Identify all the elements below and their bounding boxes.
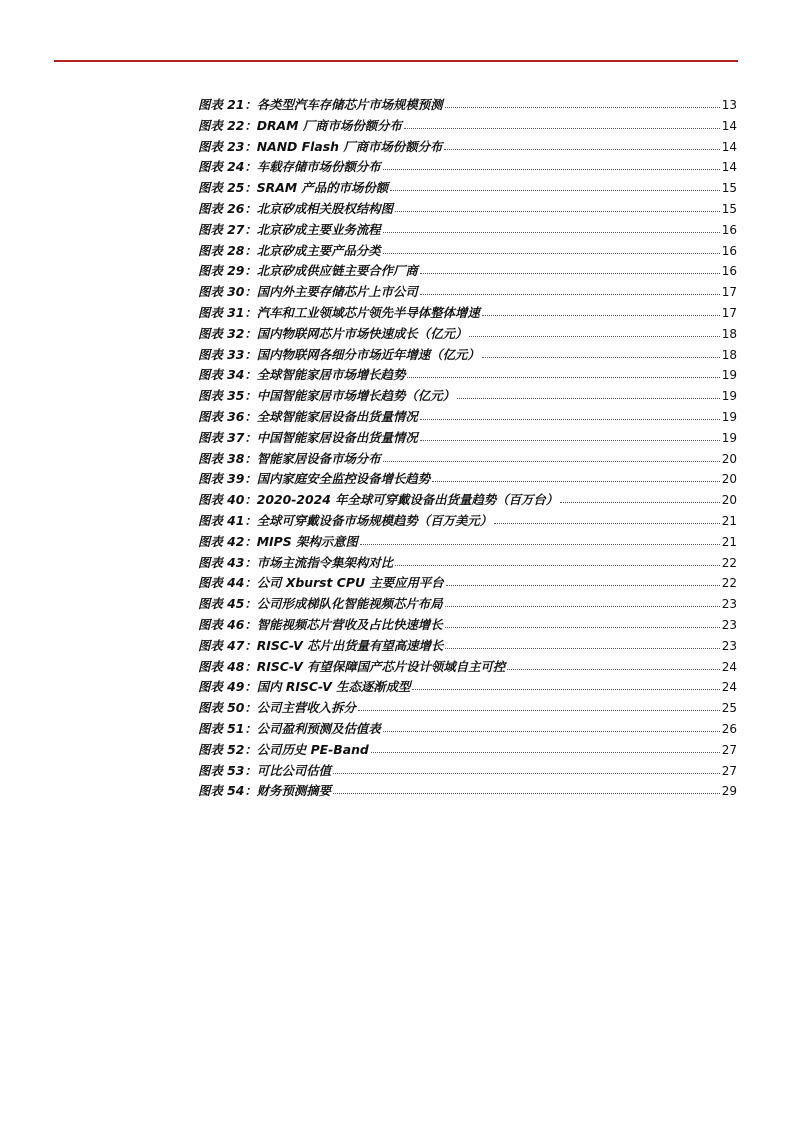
toc-entry[interactable]	[198, 407, 737, 428]
toc-entry-page: 22	[721, 555, 737, 570]
toc-entry-label: 图表 50：公司主营收入拆分	[198, 700, 356, 716]
toc-entry[interactable]	[198, 137, 737, 158]
toc-entry-label: 图表 48：RISC-V 有望保障国产芯片设计领域自主可控	[198, 658, 506, 674]
toc-entry[interactable]	[198, 428, 737, 449]
dot-leader	[395, 555, 720, 566]
toc-entry-page: 19	[721, 430, 737, 445]
toc-entry[interactable]	[198, 199, 737, 220]
toc-entry[interactable]	[198, 220, 737, 241]
toc-entry[interactable]	[198, 469, 737, 490]
toc-entry-page: 20	[721, 472, 737, 487]
toc-entry-label: 图表 46：智能视频芯片营收及占比快速增长	[198, 616, 443, 632]
toc-entry-page: 18	[721, 326, 737, 341]
toc-entry-page: 24	[721, 659, 737, 674]
toc-entry[interactable]	[198, 345, 737, 366]
dot-leader	[469, 326, 719, 337]
toc-entry-label: 图表 45：公司形成梯队化智能视频芯片布局	[198, 596, 443, 612]
toc-entry-page: 17	[721, 285, 737, 300]
toc-entry-page: 19	[721, 389, 737, 404]
dot-leader	[371, 742, 720, 753]
toc-entry-page: 25	[721, 701, 737, 716]
toc-entry-label: 图表 27：北京矽成主要业务流程	[198, 221, 381, 237]
dot-leader	[482, 305, 720, 316]
toc-entry[interactable]	[198, 116, 737, 137]
toc-entry-label: 图表 40：2020-2024 年全球可穿戴设备出货量趋势（百万台）	[198, 492, 559, 508]
dot-leader	[420, 430, 720, 441]
toc-entry[interactable]	[198, 594, 737, 615]
dot-leader	[358, 700, 720, 711]
toc-entry-label: 图表 33：国内物联网各细分市场近年增速（亿元）	[198, 346, 480, 362]
dot-leader	[333, 763, 720, 774]
dot-leader	[360, 534, 720, 545]
dot-leader	[383, 721, 720, 732]
toc-entry[interactable]	[198, 324, 737, 345]
dot-leader	[383, 243, 720, 254]
toc-entry-page: 23	[721, 638, 737, 653]
toc-entry-page: 20	[721, 493, 737, 508]
dot-leader	[560, 492, 720, 503]
toc-entry-label: 图表 43：市场主流指令集架构对比	[198, 554, 394, 570]
toc-entry-page: 14	[721, 118, 737, 133]
toc-entry[interactable]	[198, 615, 737, 636]
toc-entry-label: 图表 32：国内物联网芯片市场快速成长（亿元）	[198, 325, 468, 341]
toc-entry-label: 图表 21：各类型汽车存储芯片市场规模预测	[198, 97, 443, 112]
toc-entry-page: 23	[721, 597, 737, 612]
toc-entry-label: 图表 42：MIPS 架构示意图	[198, 533, 358, 549]
dot-leader	[333, 783, 720, 794]
toc-entry-page: 29	[721, 784, 737, 799]
toc-entry[interactable]	[198, 157, 737, 178]
toc-entry-label: 图表 22：DRAM 厂商市场份额分布	[198, 117, 402, 133]
toc-entry-label: 图表 36：全球智能家居设备出货量情况	[198, 408, 418, 424]
toc-entry-page: 23	[721, 617, 737, 632]
toc-entry-label: 图表 52：公司历史 PE-Band	[198, 741, 369, 757]
dot-leader	[404, 118, 720, 129]
dot-leader	[446, 575, 720, 586]
dot-leader	[407, 367, 719, 378]
toc-entry-page: 19	[721, 409, 737, 424]
toc-entry-page: 24	[721, 680, 737, 695]
dot-leader	[445, 97, 720, 108]
toc-entry-label: 图表 23：NAND Flash 厂商市场份额分布	[198, 138, 443, 154]
toc-entry-page: 14	[721, 160, 737, 175]
dot-leader	[494, 513, 720, 524]
toc-entry-page: 27	[721, 742, 737, 757]
toc-entry-label: 图表 28：北京矽成主要产品分类	[198, 242, 381, 258]
dot-leader	[395, 201, 720, 212]
toc-entry-label: 图表 37：中国智能家居设备出货量情况	[198, 429, 418, 445]
toc-entry[interactable]	[198, 781, 737, 802]
toc-entry[interactable]	[198, 719, 737, 740]
header-rule	[54, 60, 738, 62]
dot-leader	[445, 596, 720, 607]
toc-entry-label: 图表 30：国内外主要存储芯片上市公司	[198, 284, 418, 300]
toc-entry-page: 20	[721, 451, 737, 466]
toc-entry-page: 15	[721, 181, 737, 196]
toc-entry-page: 21	[721, 513, 737, 528]
toc-entry-page: 19	[721, 368, 737, 383]
toc-entry-label: 图表 31：汽车和工业领域芯片领先半导体整体增速	[198, 304, 480, 320]
dot-leader	[507, 659, 719, 670]
dot-leader	[432, 471, 720, 482]
toc-entry[interactable]	[198, 241, 737, 262]
toc-entry[interactable]	[198, 282, 737, 303]
dot-leader	[412, 679, 719, 690]
toc-entry-page: 21	[721, 534, 737, 549]
dot-leader	[383, 451, 720, 462]
toc-entry[interactable]	[198, 761, 737, 782]
toc-entry[interactable]	[198, 490, 737, 511]
toc-entry[interactable]	[198, 449, 737, 470]
dot-leader	[444, 139, 719, 150]
dot-leader	[482, 347, 720, 358]
dot-leader	[445, 617, 720, 628]
toc-entry-label: 图表 29：北京矽成供应链主要合作厂商	[198, 263, 418, 279]
dot-leader	[420, 409, 720, 420]
toc-entry-page: 15	[721, 201, 737, 216]
toc-entry[interactable]	[198, 386, 737, 407]
toc-entry-page: 16	[721, 222, 737, 237]
toc-entry[interactable]	[198, 553, 737, 574]
toc-entry[interactable]	[198, 532, 737, 553]
toc-entry[interactable]	[198, 677, 737, 698]
toc-entry-label: 图表 25：SRAM 产品的市场份额	[198, 180, 389, 196]
toc-entry[interactable]	[198, 636, 737, 657]
toc-entry[interactable]	[198, 261, 737, 282]
dot-leader	[383, 222, 720, 233]
toc-entry-label: 图表 47：RISC-V 芯片出货量有望高速增长	[198, 637, 444, 653]
toc-entry-label: 图表 26：北京矽成相关股权结构图	[198, 200, 394, 216]
toc-entry[interactable]	[198, 740, 737, 761]
toc-entry[interactable]	[198, 657, 737, 678]
table-of-figures	[198, 95, 737, 802]
toc-entry[interactable]	[198, 573, 737, 594]
dot-leader	[420, 284, 720, 295]
toc-entry-label: 图表 34：全球智能家居市场增长趋势	[198, 367, 406, 383]
toc-entry-label: 图表 35：中国智能家居市场增长趋势（亿元）	[198, 388, 455, 404]
toc-entry[interactable]	[198, 178, 737, 199]
toc-entry-label: 图表 41：全球可穿戴设备市场规模趋势（百万美元）	[198, 512, 493, 528]
toc-entry-label: 图表 54：财务预测摘要	[198, 783, 332, 799]
toc-entry-page: 27	[721, 763, 737, 778]
toc-entry[interactable]	[198, 95, 737, 116]
toc-entry-label: 图表 44：公司 Xburst CPU 主要应用平台	[198, 575, 444, 591]
toc-entry-page: 26	[721, 721, 737, 736]
toc-entry-label: 图表 51：公司盈利预测及估值表	[198, 720, 381, 736]
toc-entry[interactable]	[198, 511, 737, 532]
toc-entry-page: 16	[721, 243, 737, 258]
toc-entry-page: 16	[721, 264, 737, 279]
toc-entry-page: 14	[721, 139, 737, 154]
toc-entry-label: 图表 24：车载存储市场份额分布	[198, 159, 381, 175]
toc-entry-page: 18	[721, 347, 737, 362]
dot-leader	[457, 388, 720, 399]
toc-entry-label: 图表 49：国内 RISC-V 生态逐渐成型	[198, 679, 411, 695]
toc-entry-page: 22	[721, 576, 737, 591]
toc-entry[interactable]	[198, 365, 737, 386]
toc-entry-label: 图表 38：智能家居设备市场分布	[198, 450, 381, 466]
toc-entry-page: 17	[721, 305, 737, 320]
dot-leader	[390, 180, 720, 191]
toc-entry-label: 图表 53：可比公司估值	[198, 762, 332, 778]
dot-leader	[383, 159, 720, 170]
dot-leader	[445, 638, 719, 649]
toc-entry[interactable]	[198, 303, 737, 324]
toc-entry-label: 图表 39：国内家庭安全监控设备增长趋势	[198, 471, 431, 487]
toc-entry[interactable]	[198, 698, 737, 719]
toc-entry-page: 13	[721, 98, 737, 112]
dot-leader	[420, 263, 720, 274]
